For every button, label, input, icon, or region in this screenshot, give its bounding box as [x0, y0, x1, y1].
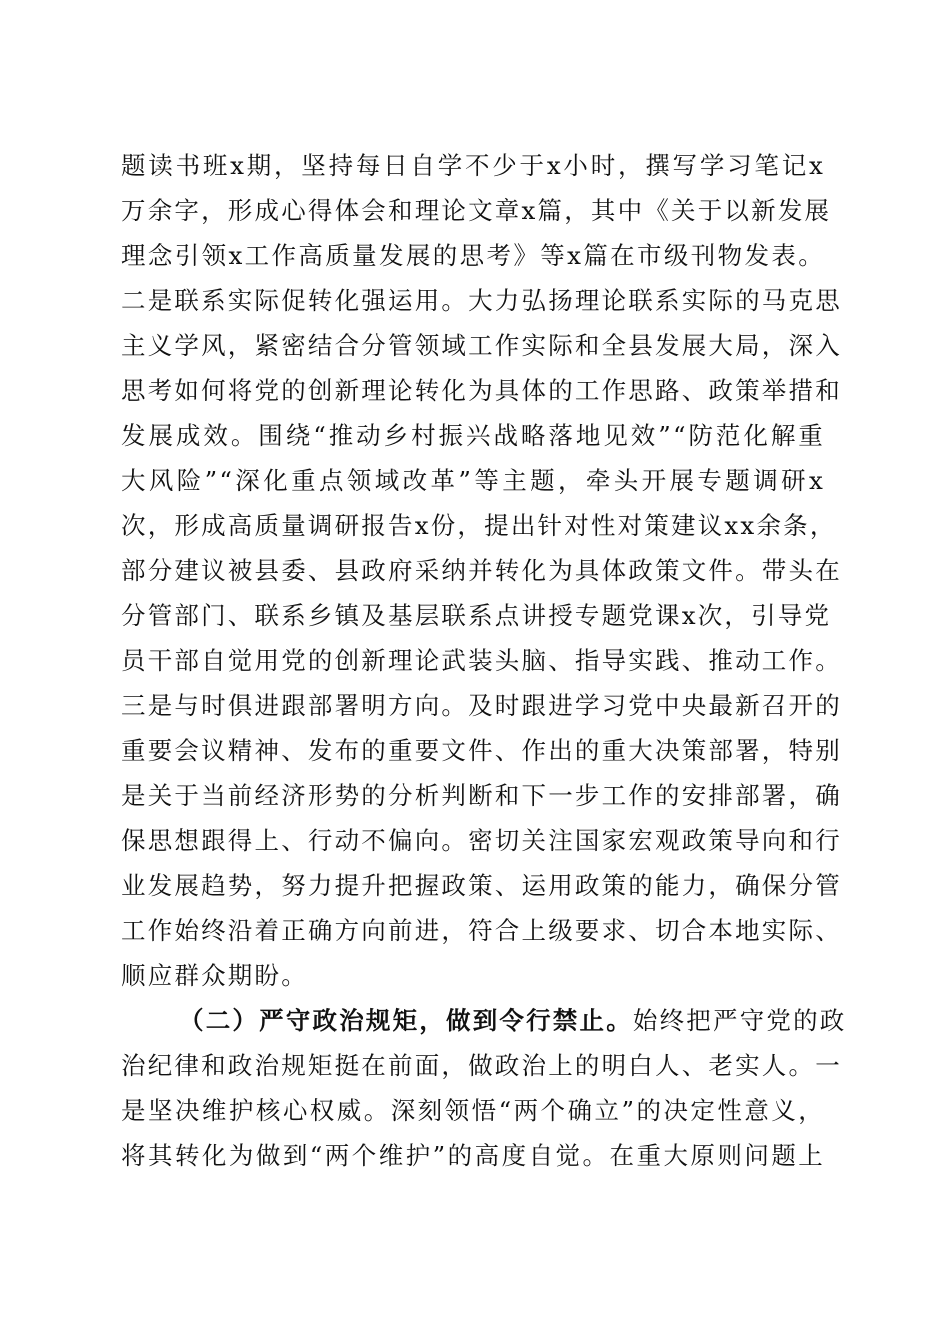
text-line: 二是联系实际促转化强运用。大力弘扬理论联系实际的马克思	[121, 286, 842, 315]
text-line: 理念引领x工作高质量发展的思考》等x篇在市级刊物发表。	[121, 241, 825, 270]
section-heading: （二）严守政治规矩，做到令行禁止。	[179, 1006, 633, 1035]
text-line: 主义学风，紧密结合分管领域工作实际和全县发展大局，深入	[121, 331, 842, 360]
section-2-paragraph	[121, 1043, 842, 1178]
text-line: 顺应群众期盼。	[121, 961, 308, 990]
text-line: 部分建议被县委、县政府采纳并转化为具体政策文件。带头在	[121, 556, 842, 585]
text-line: 保思想跟得上、行动不偏向。密切关注国家宏观政策导向和行	[121, 826, 842, 855]
text-line: 分管部门、联系乡镇及基层联系点讲授专题党课x次，引导党	[121, 601, 832, 630]
text-line: 次，形成高质量调研报告x份，提出针对性对策建议xx余条，	[121, 511, 837, 540]
text-line: 万余字，形成心得体会和理论文章x篇，其中《关于以新发展	[121, 196, 832, 225]
text-line: 业发展趋势，努力提升把握政策、运用政策的能力，确保分管	[121, 871, 842, 900]
text-line: 三是与时俱进跟部署明方向。及时跟进学习党中央最新召开的	[121, 691, 842, 720]
text-line: 治纪律和政治规矩挺在前面，做政治上的明白人、老实人。一	[121, 1051, 842, 1080]
section-heading-rest: 始终把严守党的政	[632, 1006, 847, 1035]
text-line: 是关于当前经济形势的分析判断和下一步工作的安排部署，确	[121, 781, 842, 810]
text-line: 思考如何将党的创新理论转化为具体的工作思路、政策举措和	[121, 376, 842, 405]
section-heading-line	[121, 998, 847, 1043]
text-line: 发展成效。围绕“推动乡村振兴战略落地见效”“防范化解重	[121, 421, 825, 450]
document-body	[121, 143, 847, 1178]
text-line: 重要会议精神、发布的重要文件、作出的重大决策部署，特别	[121, 736, 842, 765]
text-line: 将其转化为做到“两个维护”的高度自觉。在重大原则问题上	[121, 1141, 825, 1170]
paragraph-continued	[121, 143, 842, 998]
text-line: 题读书班x期，坚持每日自学不少于x小时，撰写学习笔记x	[121, 151, 825, 180]
text-line: 员干部自觉用党的创新理论武装头脑、指导实践、推动工作。	[121, 646, 842, 675]
text-line: 工作始终沿着正确方向前进，符合上级要求、切合本地实际、	[121, 916, 842, 945]
text-line: 大风险”“深化重点领域改革”等主题，牵头开展专题调研x	[121, 466, 825, 495]
text-line: 是坚决维护核心权威。深刻领悟“两个确立”的决定性意义，	[121, 1096, 825, 1125]
